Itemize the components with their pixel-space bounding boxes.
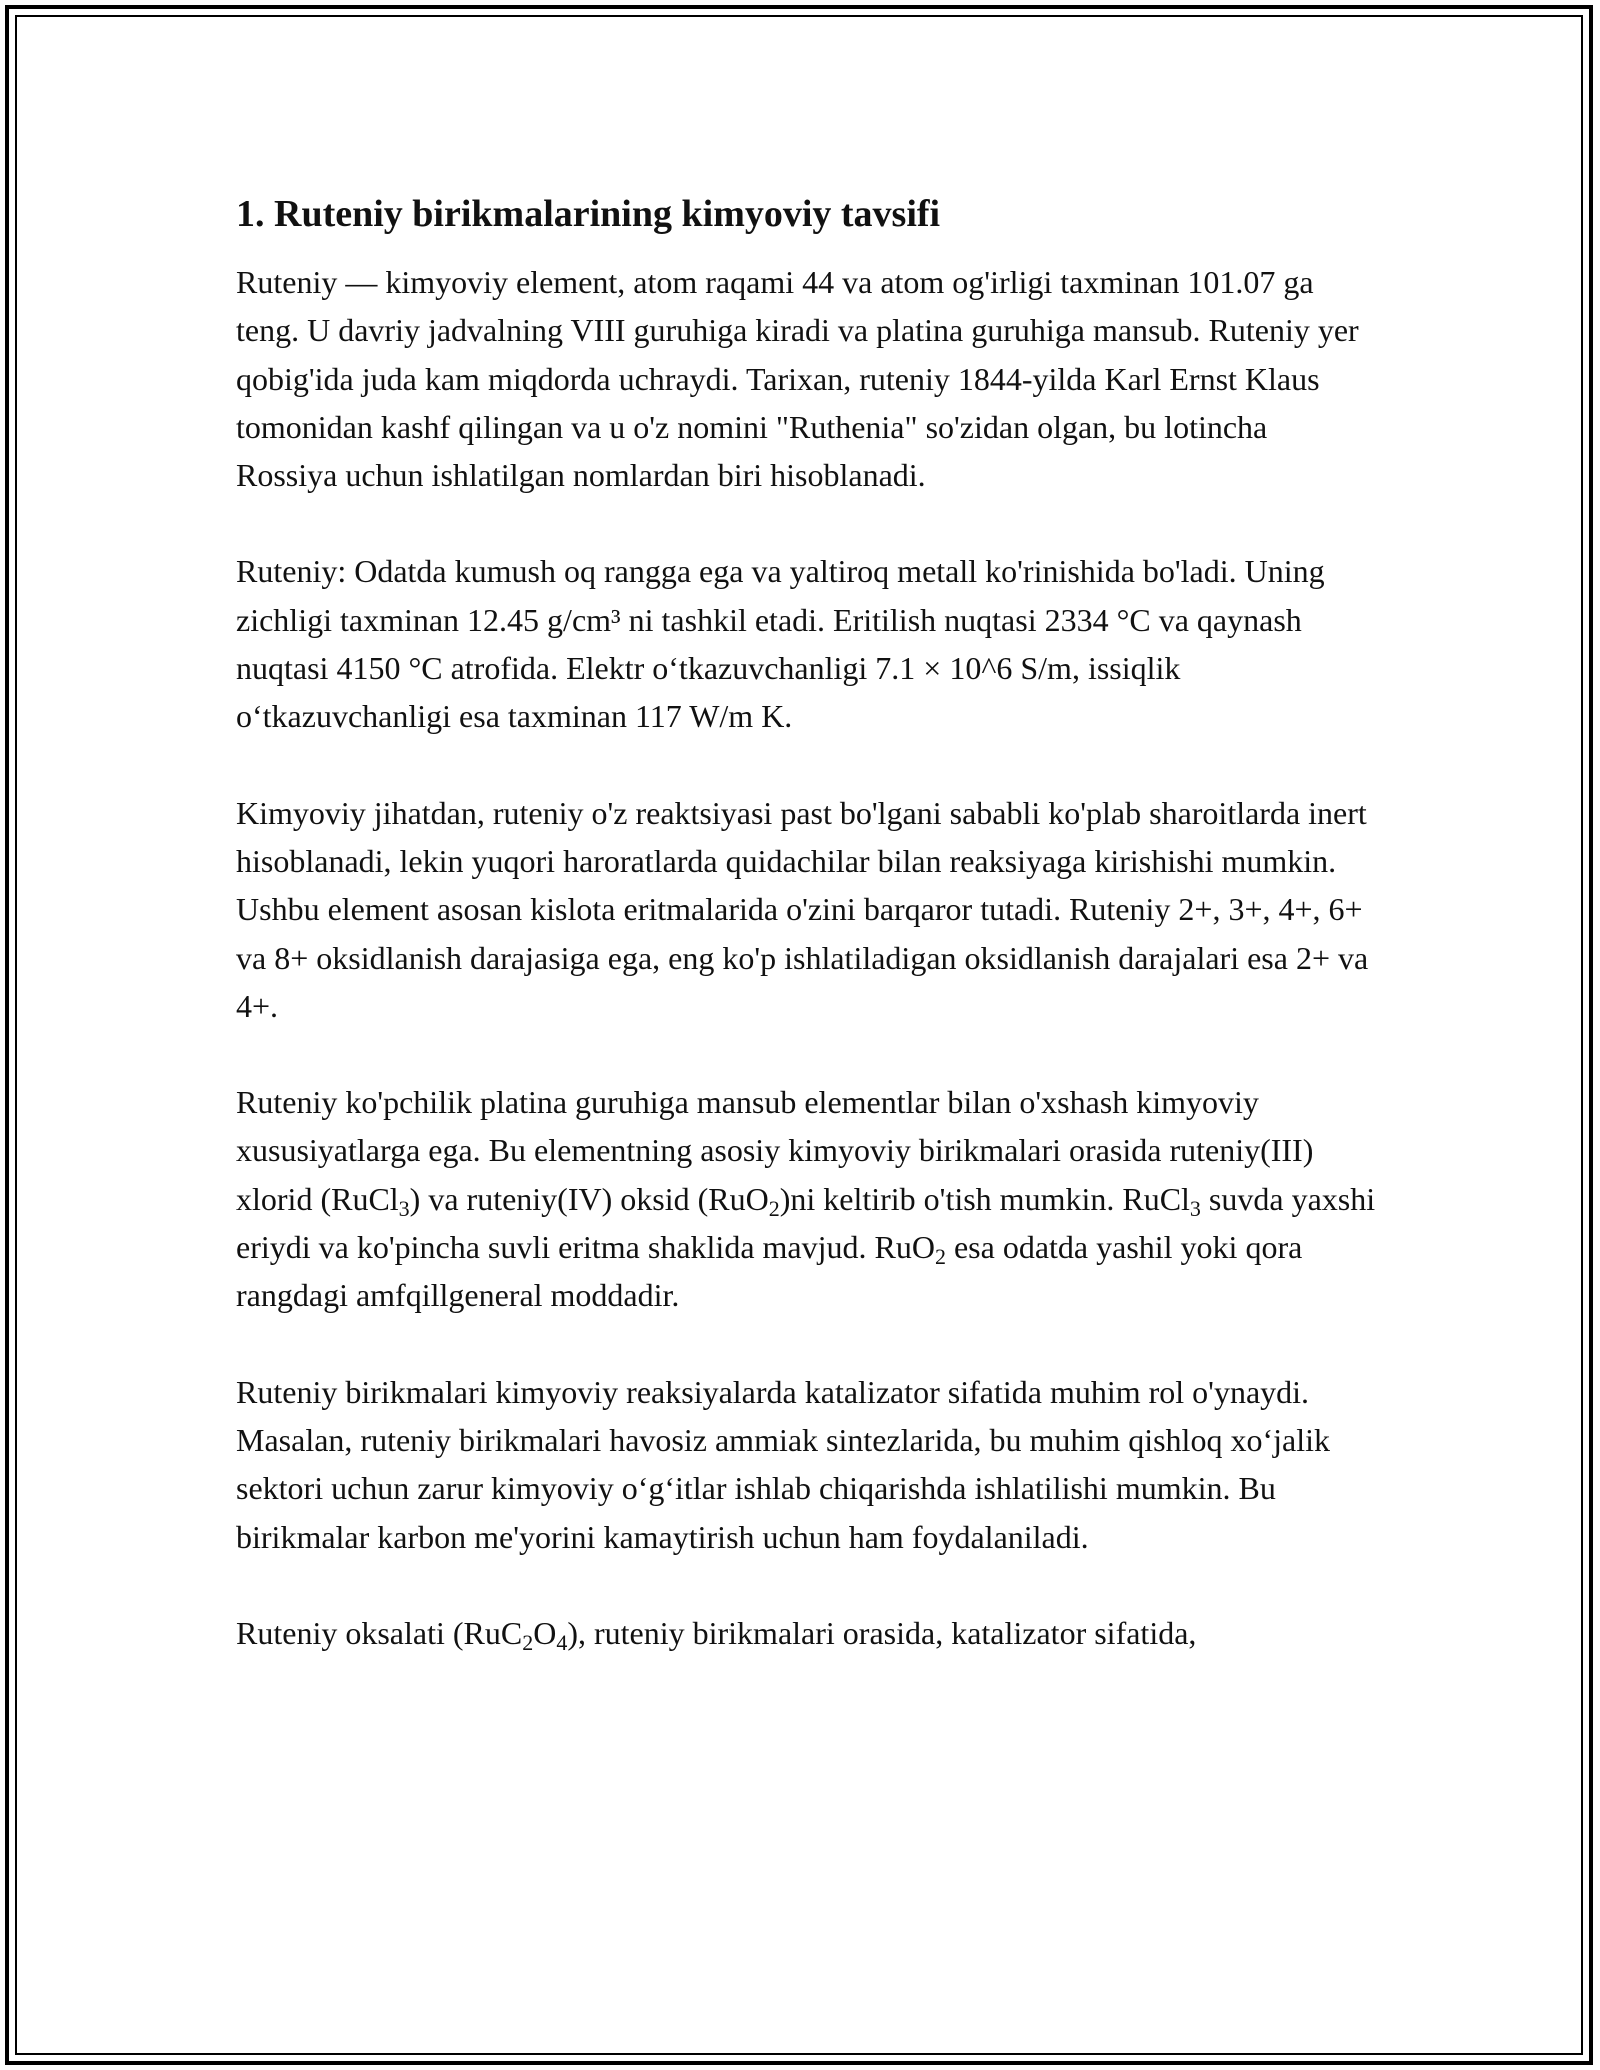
paragraph-2: Ruteniy: Odatda kumush oq rangga ega va yaltiroq metall ko'rinishida bo'ladi. Uning zichligi taxminan 12.45 g/cm³ ni tashkil etadi. Eritilish nuqtasi 2334 °C va qaynash nuqtasi 4150 °C atrofida. Elektr o‘tkazuvchanligi 7.1 × 10^6 S/m, issiqlik o‘tkazuvchanligi esa taxminan 117 W/m K.: [236, 553, 1325, 735]
document-body: [236, 184, 1376, 1705]
text-run: ) va ruteniy(IV) oksid (RuO: [409, 1180, 769, 1217]
paragraph-1: Ruteniy — kimyoviy element, atom raqami 44 va atom og'irligi taxminan 101.07 ga teng. U davriy jadvalning VIII guruhiga kiradi va platina guruhiga mansub. Ruteniy yer qobig'ida juda kam miqdorda uchraydi. Tarixan, ruteniy 1844-yilda Karl Ernst Klaus tomonidan kashf qilingan va u o'z nomini "Ruthenia" so'zidan olgan, bu lotincha Rossiya uchun ishlatilgan nomlardan biri hisoblanadi.: [236, 264, 1359, 494]
text-run: O: [533, 1614, 557, 1651]
subscript: 2: [522, 1629, 534, 1655]
text-run: ), ruteniy birikmalari orasida, katalizator sifatida,: [567, 1614, 1197, 1651]
text-run: suvda yaxshi eriydi va ko'pincha suvli eritma shaklida mavjud. RuO: [236, 1180, 1376, 1266]
subscript: 4: [556, 1629, 568, 1655]
paragraph-6: [236, 1609, 1376, 1657]
paragraph-5: Ruteniy birikmalari kimyoviy reaksiyalarda katalizator sifatida muhim rol o'ynaydi. Masalan, ruteniy birikmalari havosiz ammiak sintezlarida, bu muhim qishloq xo‘jalik sektori uchun zarur kimyoviy o‘g‘itlar ishlab chiqarishda ishlatilishi mumkin. Bu birikmalar karbon me'yorini kamaytirish uchun ham foydalaniladi.: [236, 1373, 1330, 1555]
text-run: Ruteniy oksalati (RuC: [236, 1614, 523, 1651]
subscript: 3: [398, 1195, 410, 1221]
text-run: Ruteniy ko'pchilik platina guruhiga mansub elementlar bilan o'xshash kimyoviy xususiyatlarga ega. Bu elementning asosiy kimyoviy birikmalari orasida ruteniy(III) xlorid (RuCl: [236, 1084, 1314, 1217]
paragraph-4: [236, 1078, 1376, 1319]
subscript: 2: [934, 1244, 946, 1270]
subscript: 2: [768, 1195, 780, 1221]
paragraph-3: Kimyoviy jihatdan, ruteniy o'z reaktsiyasi past bo'lgani sababli ko'plab sharoitlarda inert hisoblanadi, lekin yuqori haroratlarda quidachilar bilan reaksiyaga kirishishi mumkin. Ushbu element asosan kislota eritmalarida o'zini barqaror tutadi. Ruteniy 2+, 3+, 4+, 6+ va 8+ oksidlanish darajasiga ega, eng ko'p ishlatiladigan oksidlanish darajalari esa 2+ va 4+.: [236, 794, 1369, 1024]
section-heading: 1. Ruteniy birikmalarining kimyoviy tavsifi: [236, 193, 941, 235]
text-run: esa odatda yashil yoki qora rangdagi amfqillgeneral moddadir.: [236, 1229, 1303, 1314]
subscript: 3: [1189, 1195, 1201, 1221]
text-run: )ni keltirib o'tish mumkin. RuCl: [779, 1180, 1190, 1217]
